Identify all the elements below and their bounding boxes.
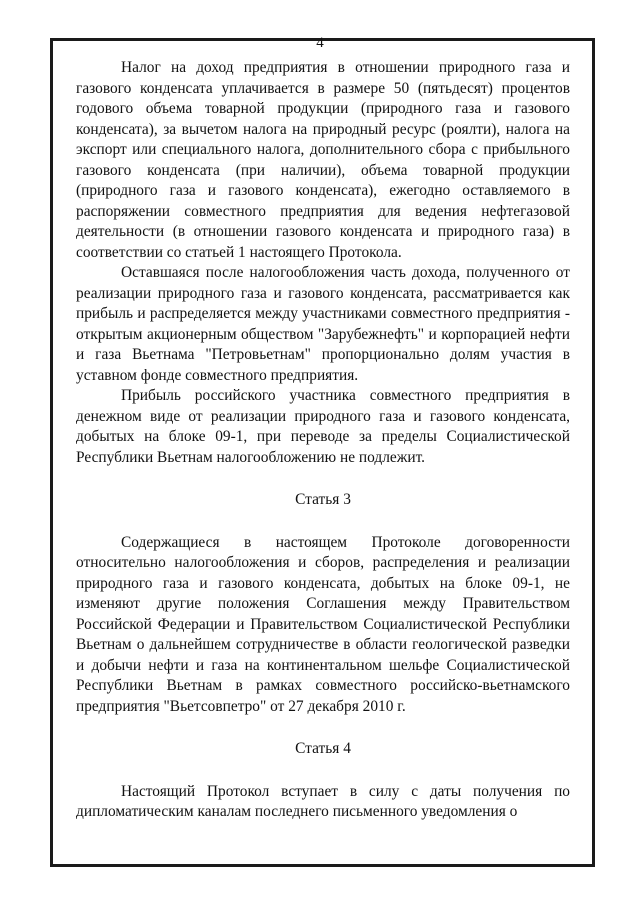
- paragraph-profit-transfer: Прибыль российского участника совместного предприятия в денежном виде от реализации природного газа и газового конденсата, добытых на блоке 09-1, при переводе за пределы Социалистической Республики Вьетнам налогообложению не подлежит.: [76, 387, 570, 466]
- article-4-text: Настоящий Протокол вступает в силу с даты получения по дипломатическим каналам последнего письменного уведомления о: [76, 782, 570, 820]
- paragraph-profit-distribution: Оставшаяся после налогообложения часть дохода, полученного от реализации природного газа и газового конденсата, рассматривается как прибыль и распределяется между участниками совместного предприятия - открытым акционерным обществом "Зарубежнефть" и корпорацией нефти и газа Вьетнама "Петровьетнам" пропорционально долям участия в уставном фонде совместного предприятия.: [76, 264, 570, 384]
- article-3-text: Содержащиеся в настоящем Протоколе договоренности относительно налогообложения и сборов, распределения и реализации природного газа и газового конденсата, добытых на блоке 09-1, не изменяют другие положения Соглашения между Правительством Российской Федерации и Правительством Социалистической Республики Вьетнам о дальнейшем сотрудничестве в области геологической разведки и добычи нефти и газа на континентальном шельфе Социалистической Республики Вьетнам в рамках совместного российско-вьетнамского предприятия "Вьетсовпетро" от 27 декабря 2010 г.: [76, 533, 570, 715]
- paragraph-tax-income: Налог на доход предприятия в отношении природного газа и газового конденсата уплачивается в размере 50 (пятьдесят) процентов годового объема товарной продукции (природного газа и газового конденсата), за вычетом налога на природный ресурс (роялти), налога на экспорт или специального налога, дополнительного сбора с прибыльного газового конденсата (при наличии), объема товарной продукции (природного газа и газового конденсата), ежегодно оставляемого в распоряжении совместного предприятия для ведения нефтегазовой деятельности (в отношении газового конденсата и природного газа) в соответствии со статьей 1 настоящего Протокола.: [76, 59, 570, 261]
- page-number: 4: [316, 35, 324, 51]
- article-4-heading: Статья 4: [295, 740, 351, 757]
- document-body: [76, 58, 570, 823]
- article-3-heading: Статья 3: [295, 491, 351, 508]
